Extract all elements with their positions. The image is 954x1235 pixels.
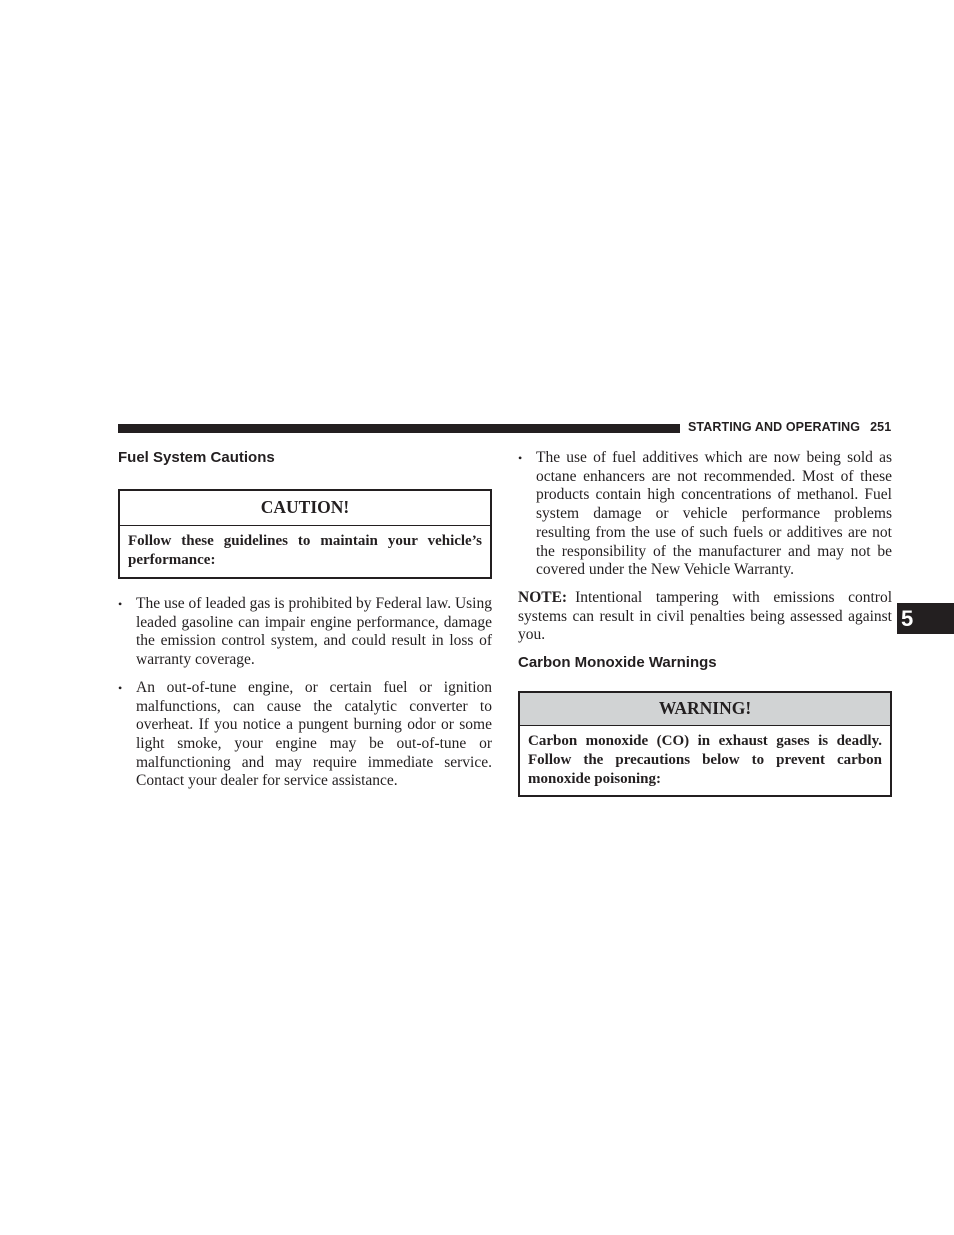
fuel-additives-list <box>518 449 892 580</box>
list-item <box>518 449 892 580</box>
caution-title: CAUTION! <box>120 491 490 526</box>
list-item <box>118 595 492 670</box>
warning-title: WARNING! <box>520 693 890 726</box>
running-header <box>688 420 892 434</box>
bullet-icon: • <box>518 451 523 465</box>
note-paragraph <box>518 589 892 645</box>
list-item-text: The use of fuel additives which are now being sold as octane enhancers are not recommended. Most of these products contain high concentrations of methanol. Fuel system damage or vehicle performance problems resulting from the use of such fuels or additives are not the responsibility of the manufacturer and may not be covered under the New Vehicle Warranty. <box>536 449 892 579</box>
chapter-tab: 5 <box>897 603 954 634</box>
list-item-text: The use of leaded gas is prohibited by Federal law. Using leaded gasoline can impair engine performance, damage the emission control system, and could result in loss of warranty coverage. <box>136 595 492 669</box>
section-heading-fuel-system-cautions: Fuel System Cautions <box>118 449 275 466</box>
header-section-title: STARTING AND OPERATING <box>688 420 861 434</box>
warning-box <box>518 691 892 797</box>
list-item-text: An out-of-tune engine, or certain fuel or ignition malfunctions, can cause the catalytic converter to overheat. If you notice a pungent burning odor or some light smoke, your engine may be out-of-tune or malfunctioning and may require immediate service. Contact your dealer for service assistance. <box>136 678 492 790</box>
section-heading-carbon-monoxide: Carbon Monoxide Warnings <box>518 654 717 671</box>
note-text: Intentional tampering with emissions control systems can result in civil penalties being assessed against you. <box>518 589 892 644</box>
caution-body: Follow these guidelines to maintain your vehicle’s performance: <box>128 533 482 568</box>
note-label: NOTE: <box>518 589 568 606</box>
list-item <box>118 679 492 791</box>
caution-box <box>118 489 492 579</box>
bullet-icon: • <box>118 680 123 695</box>
bullet-icon: • <box>118 597 123 611</box>
header-rule <box>118 424 680 433</box>
page-number: 251 <box>870 420 892 434</box>
fuel-cautions-list <box>118 595 492 791</box>
warning-body: Carbon monoxide (CO) in exhaust gases is deadly. Follow the precautions below to prevent carbon monoxide poisoning: <box>528 733 882 787</box>
